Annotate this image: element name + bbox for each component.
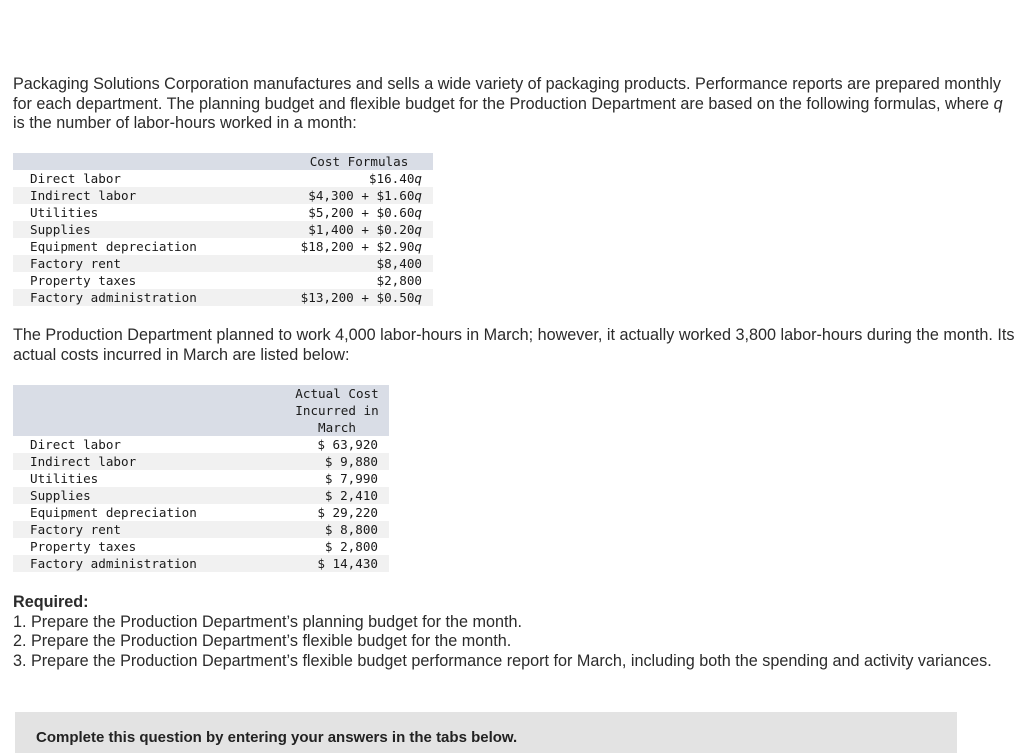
actual-row-label: Utilities — [30, 471, 99, 486]
instructions-banner-text: Complete this question by entering your answers in the tabs below. — [36, 729, 518, 746]
formula-row — [13, 170, 433, 187]
formula-row — [13, 238, 433, 255]
actual-row-value: $ 2,800 — [324, 539, 378, 554]
actual-header-line-3: March — [318, 420, 356, 435]
formula-row — [13, 255, 433, 272]
formula-row-label: Utilities — [30, 205, 99, 220]
formula-row-label: Factory rent — [13, 255, 285, 272]
formula-row-value — [285, 255, 433, 272]
actual-row — [13, 504, 389, 521]
actual-row-value: $ 63,920 — [317, 437, 378, 452]
intro-paragraph — [13, 75, 1018, 134]
formulas-header: Cost Formulas — [285, 153, 433, 170]
formula-amount: $5,200 + $0.60 — [308, 205, 415, 220]
actual-row — [13, 436, 389, 453]
required-heading: Required: — [13, 593, 89, 611]
actual-row-label: Direct labor — [30, 437, 121, 452]
planned-hours-paragraph: The Production Department planned to work 4,000 labor-hours in March; however, it actually worked 3,800 labor-hours during the month. Its actual costs incurred in March are listed below: — [13, 326, 1015, 364]
formula-variable-q: q — [414, 171, 422, 186]
formula-amount: $8,400 — [376, 256, 422, 271]
formula-row-label: Factory administration — [13, 289, 285, 306]
actual-row-label: Property taxes — [30, 539, 137, 554]
formula-variable-q: q — [414, 205, 422, 220]
formulas-header-blank — [13, 153, 285, 170]
formula-variable-q: q — [414, 222, 422, 237]
formula-row-label: Direct labor — [30, 171, 121, 186]
formula-row-value — [285, 238, 433, 255]
formula-row-label: Supplies — [13, 221, 285, 238]
formula-row-value — [285, 289, 433, 306]
formula-row — [13, 204, 433, 221]
formula-row — [13, 187, 433, 204]
formula-row-value — [285, 187, 433, 204]
actual-row-label: Supplies — [13, 487, 285, 504]
instructions-banner — [15, 712, 957, 753]
required-item-2: 2. Prepare the Production Department’s flexible budget for the month. — [13, 632, 512, 650]
actual-header-line-2: Incurred in — [295, 403, 379, 418]
intro-text-part1: Packaging Solutions Corporation manufactures and sells a wide variety of packaging products. Performance reports are prepared monthly for each department. The planning budget and flexible budget for the Production Department are based on the following formulas, where — [13, 75, 1001, 113]
actual-row-value: $ 8,800 — [285, 521, 389, 538]
formula-row — [13, 289, 433, 306]
actual-row-value: $ 29,220 — [317, 505, 378, 520]
formula-row-value — [285, 204, 433, 221]
required-item-1: 1. Prepare the Production Department’s planning budget for the month. — [13, 612, 523, 631]
actual-row-value: $ 7,990 — [324, 471, 378, 486]
formula-amount: $13,200 + $0.50 — [300, 290, 415, 305]
formula-row-value — [285, 221, 433, 238]
actual-costs-table — [13, 385, 389, 572]
cost-formulas-table — [13, 153, 433, 306]
actual-row — [13, 538, 389, 555]
actual-row-value: $ 2,410 — [285, 487, 389, 504]
actual-row-value: $ 14,430 — [285, 555, 389, 572]
formula-amount: $1,400 + $0.20 — [308, 222, 415, 237]
actual-row-value: $ 9,880 — [285, 453, 389, 470]
required-section — [13, 593, 1018, 671]
formula-row — [13, 272, 433, 289]
formula-row-value — [285, 272, 433, 289]
actual-row — [13, 470, 389, 487]
formula-row — [13, 221, 433, 238]
actual-header-line-1: Actual Cost — [295, 386, 379, 401]
formula-row-label: Indirect labor — [13, 187, 285, 204]
actual-row-label: Factory rent — [13, 521, 285, 538]
actual-row — [13, 521, 389, 538]
actual-row-label: Equipment depreciation — [30, 505, 197, 520]
formula-amount: $2,800 — [376, 273, 422, 288]
formula-row-label: Equipment depreciation — [30, 239, 197, 254]
actual-header-blank — [13, 385, 285, 436]
formula-row-label: Property taxes — [30, 273, 137, 288]
actual-row — [13, 555, 389, 572]
formula-variable-q: q — [414, 239, 422, 254]
actual-row — [13, 453, 389, 470]
actual-row-label: Indirect labor — [13, 453, 285, 470]
formula-row-value — [285, 170, 433, 187]
formula-variable-q: q — [414, 290, 422, 305]
actual-row-label: Factory administration — [13, 555, 285, 572]
formula-amount: $16.40 — [368, 171, 415, 186]
intro-variable-q: q — [993, 94, 1003, 113]
required-item-3: 3. Prepare the Production Department’s flexible budget performance report for March, including both the spending and activity variances. — [13, 651, 992, 670]
actual-row — [13, 487, 389, 504]
intro-text-part2: is the number of labor-hours worked in a month: — [13, 114, 357, 132]
formula-amount: $4,300 + $1.60 — [308, 188, 415, 203]
formula-variable-q: q — [414, 188, 422, 203]
actual-header — [285, 385, 389, 436]
formula-amount: $18,200 + $2.90 — [300, 239, 415, 254]
